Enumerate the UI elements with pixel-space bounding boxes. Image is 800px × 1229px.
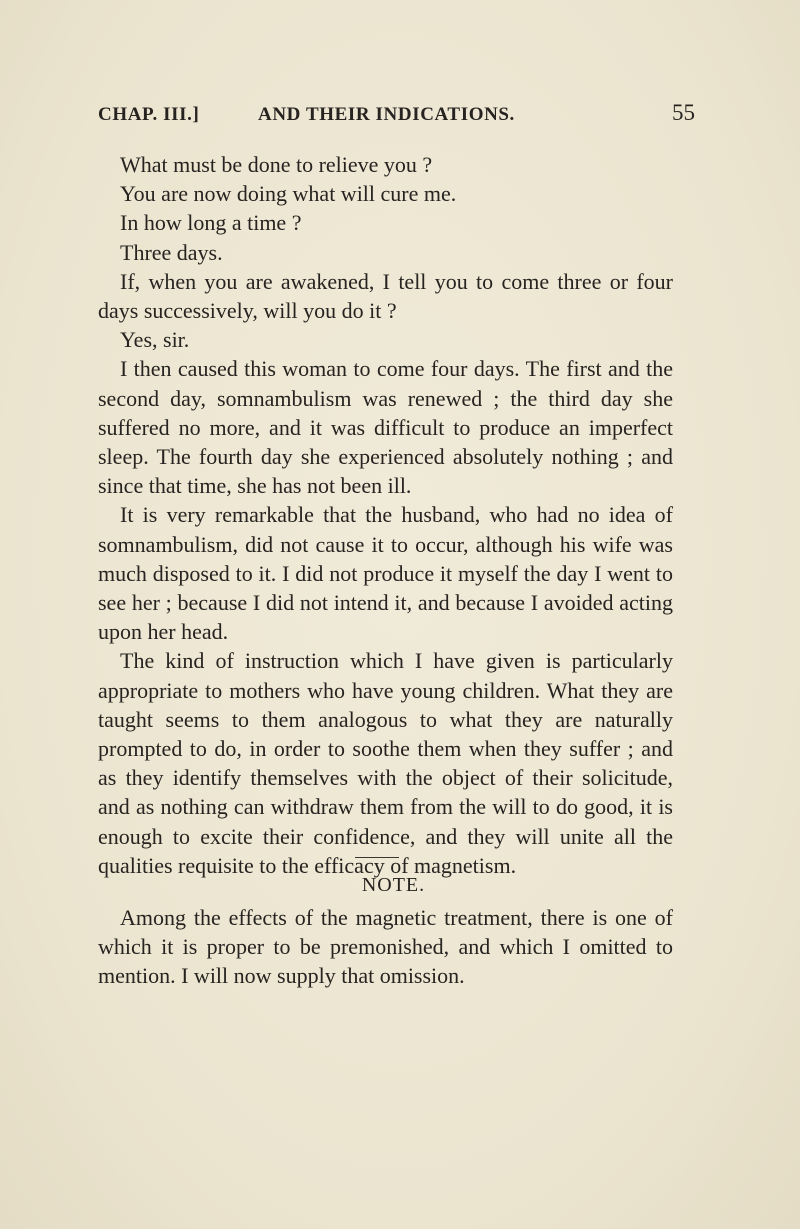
note-heading: NOTE.: [361, 874, 426, 896]
paragraph: The kind of instruction which I have given is particularly appropriate to mothers who have young children. What they are taught seems to them analogous to what they are naturally prompted to do, in order to soothe them when they suffer ; and as they identify themselves with the object of their solicitude, and as nothing can withdraw them from the will to do good, it is enough to excite their confidence, and they will unite all the qualities requisite to the efficacy of magnetism.: [98, 648, 673, 878]
paragraph: In how long a time ?: [120, 210, 302, 236]
page-number: 55: [672, 100, 695, 125]
paragraph: It is very remarkable that the husband, who had no idea of somnambulism, did not cause it to occur, although his wife was much disposed to it. I did not produce it myself the day I went to see her ; because I did not intend it, and because I avoided acting upon her head.: [98, 502, 673, 645]
chapter-label: CHAP. III.]: [98, 104, 200, 125]
section-divider: [355, 857, 399, 858]
paragraph: If, when you are awakened, I tell you to come three or four days successively, will you do it ?: [98, 268, 673, 324]
running-head: [98, 100, 695, 130]
note-paragraph: Among the effects of the magnetic treatment, there is one of which it is proper to be premonished, and which I omitted to mention. I will now supply that omission.: [98, 905, 673, 989]
running-title: AND THEIR INDICATIONS.: [258, 104, 515, 125]
note-text: [98, 903, 673, 991]
main-text: [98, 150, 673, 880]
paragraph: What must be done to relieve you ?: [120, 152, 433, 177]
paragraph: Three days.: [120, 239, 223, 265]
paragraph: You are now doing what will cure me.: [120, 181, 457, 207]
paragraph: I then caused this woman to come four days. The first and the second day, somnambulism was renewed ; the third day she suffered no more, and it was difficult to produce an imperfect sleep. The fourth day she experienced absolutely nothing ; and since that time, she has not been ill.: [98, 356, 673, 499]
paragraph: Yes, sir.: [120, 327, 190, 353]
